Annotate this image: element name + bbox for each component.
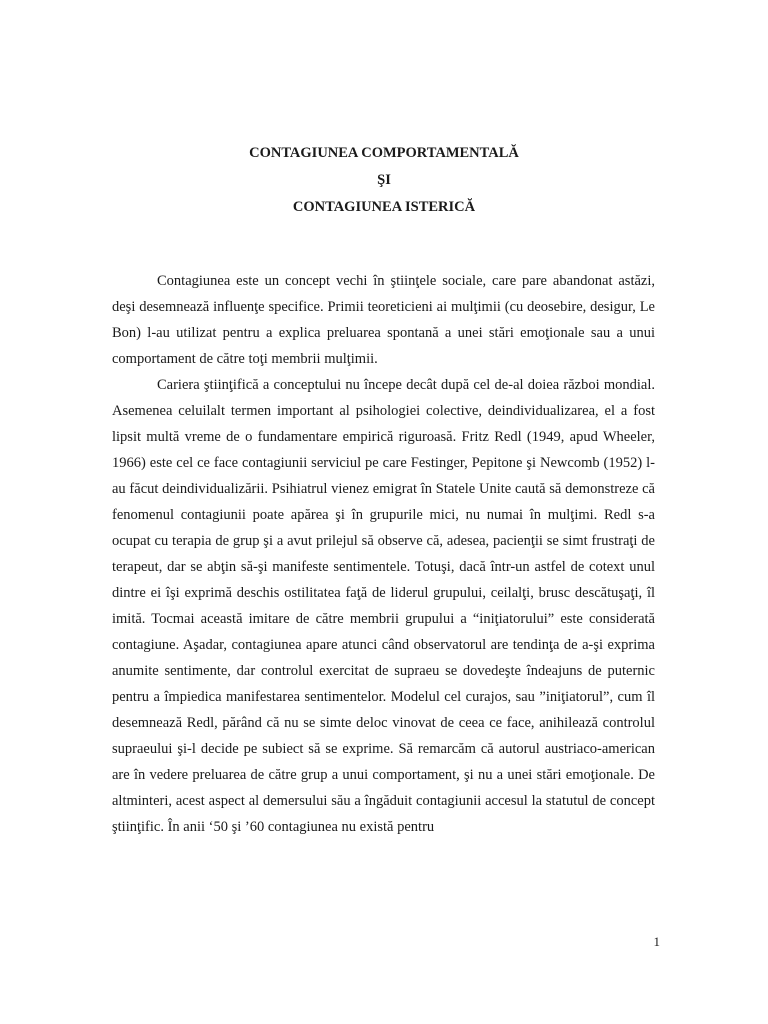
page-number: 1 [653,934,660,949]
title-line-1: CONTAGIUNEA COMPORTAMENTALĂ [249,145,519,161]
paragraph-1: Contagiunea este un concept vechi în ştiinţele sociale, care pare abandonat astăzi, deşi desemnează influenţe specifice. Primii teoreticieni ai mulţimii (cu deosebire, desigur, Le Bon) l-au utilizat pentru a explica preluarea spontană a unei stări emoţionale sau a unui comportament de către toţi membrii mulţimii. [112,273,655,367]
title-line-3: CONTAGIUNEA ISTERICĂ [292,199,476,215]
document-title [0,140,768,221]
title-line-2: ŞI [377,172,391,188]
paragraph-2: Cariera ştiinţifică a conceptului nu începe decât după cel de-al doiea război mondial. Asemenea celuilalt termen important al psihologiei colective, deindividualizarea, el a fost lipsit multă vreme de o fundamentare empirică riguroasă. Fritz Redl (1949, apud Wheeler, 1966) este cel ce face contagiunii serviciul pe care Festinger, Pepitone şi Newcomb (1952) l-au făcut deindividualizării. Psihiatrul vienez emigrat în Statele Unite caută să demonstreze că fenomenul contagiunii poate apărea şi în grupurile mici, nu numai în mulţimi. Redl s-a ocupat cu terapia de grup şi a avut prilejul să observe că, adesea, pacienţii se simt frustraţi de terapeut, dar se abţin să-şi manifeste sentimentele. Totuşi, dacă într-un astfel de cotext unul dintre ei îşi exprimă deschis ostilitatea faţă de liderul grupului, ceilalţi, brusc descătuşaţi, îl imită. Tocmai această imitare de către membrii grupului a “iniţiatorului” este considerată contagiune. Aşadar, contagiunea apare atunci când observatorul are tendinţa de a-şi exprima anumite sentimente, dar controlul exercitat de supraeu se dovedeşte îndeajuns de puternic pentru a împiedica manifestarea sentimentelor. Modelul cel curajos, sau ”iniţiatorul”, cum îl desemnează Redl, părând că nu se simte deloc vinovat de ceea ce face, anihilează controlul supraeului şi-l decide pe subiect să se exprime. Să remarcăm că autorul austriaco-american are în vedere preluarea de către grup a unui comportament, şi nu a unei stări emoţionale. De altminteri, acest aspect al demersului său a îngăduit contagiunii accesul la statutul de concept ştiinţific. În anii ‘50 şi ’60 contagiunea nu există pentru [112,377,655,835]
document-body [112,268,655,840]
